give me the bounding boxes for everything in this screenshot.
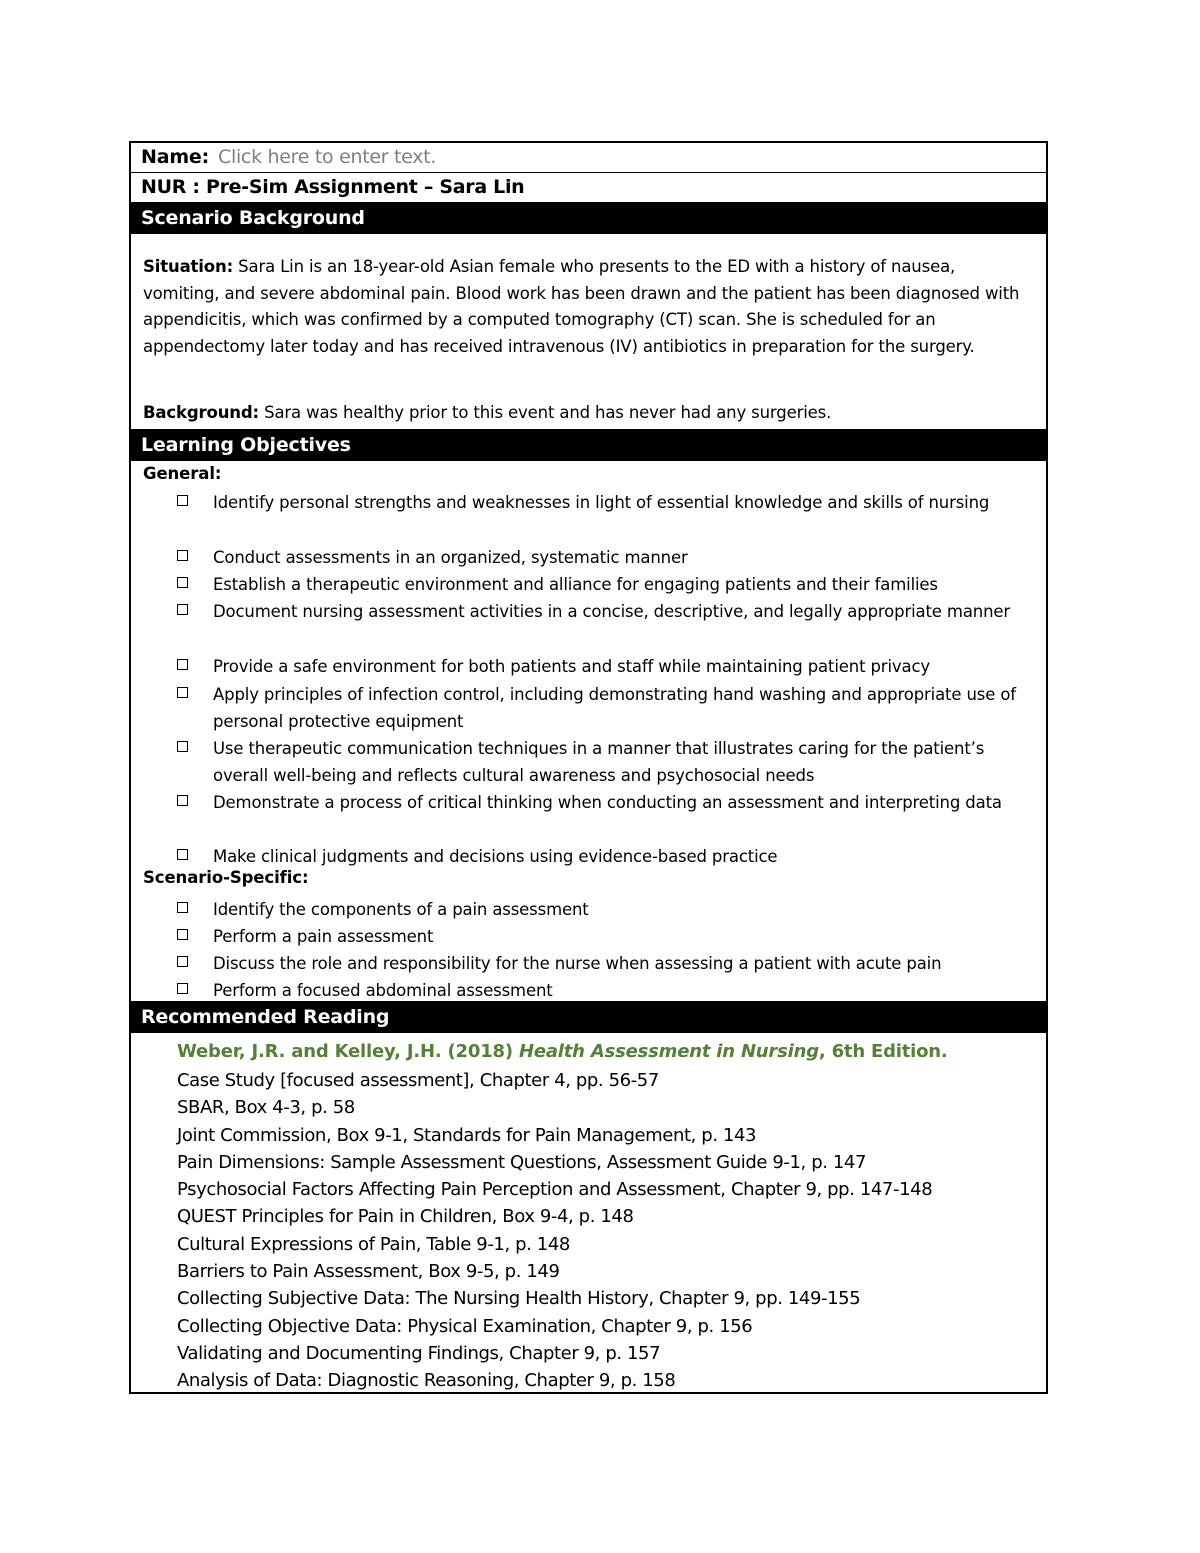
background-paragraph: [143, 400, 1030, 427]
objective-text: Provide a safe environment for both patients and staff while maintaining patient privacy: [213, 657, 930, 676]
general-label: General:: [143, 464, 222, 483]
objective-text: Use therapeutic communication techniques in a manner that illustrates caring for the patient’s overall well-being and reflects cultural awareness and psychosocial needs: [213, 739, 985, 785]
checkbox[interactable]: [177, 795, 188, 806]
objective-text: Identify personal strengths and weaknesses in light of essential knowledge and skills of nursing: [213, 493, 990, 512]
name-input[interactable]: Click here to enter text.: [218, 146, 437, 168]
objective-text: Make clinical judgments and decisions using evidence-based practice: [213, 847, 778, 866]
reading-item: QUEST Principles for Pain in Children, Box 9-4, p. 148: [177, 1206, 634, 1228]
learning-objectives-section: [131, 461, 1046, 1002]
checkbox[interactable]: [177, 687, 188, 698]
checkbox[interactable]: [177, 604, 188, 615]
objective-text: Establish a therapeutic environment and alliance for engaging patients and their families: [213, 575, 938, 594]
textbook-edition: , 6th Edition.: [818, 1041, 948, 1062]
reading-item: Collecting Subjective Data: The Nursing Health History, Chapter 9, pp. 149-155: [177, 1288, 861, 1310]
objective-text: Identify the components of a pain assessment: [213, 900, 589, 919]
section-header-reading: Recommended Reading: [131, 1002, 1046, 1033]
checkbox[interactable]: [177, 849, 188, 860]
reading-item: Cultural Expressions of Pain, Table 9-1, p. 148: [177, 1233, 570, 1255]
situation-paragraph: [143, 254, 1030, 360]
section-header-scenario: Scenario Background: [131, 203, 1046, 234]
situation-text: Sara Lin is an 18-year-old Asian female who presents to the ED with a history of nausea, vomiting, and severe abdominal pain. Blood work has been drawn and the patient has been diagnosed with appendicitis, which was confirmed by a computed tomography (CT) scan. She is scheduled for an appendectomy later today and has received intravenous (IV) antibiotics in preparation for the surgery.: [143, 257, 1020, 356]
checkbox[interactable]: [177, 956, 188, 967]
reading-item: Case Study [focused assessment], Chapter 4, pp. 56-57: [177, 1070, 659, 1091]
checkbox[interactable]: [177, 577, 188, 588]
reading-item: Psychosocial Factors Affecting Pain Perception and Assessment, Chapter 9, pp. 147-148: [177, 1179, 933, 1201]
reading-item: SBAR, Box 4-3, p. 58: [177, 1097, 355, 1119]
textbook-title: Health Assessment in Nursing: [518, 1041, 819, 1062]
checkbox[interactable]: [177, 550, 188, 561]
checkbox[interactable]: [177, 495, 188, 506]
objective-text: Perform a pain assessment: [213, 927, 434, 946]
textbook-authors: Weber, J.R. and Kelley, J.H. (2018): [177, 1041, 513, 1062]
checkbox[interactable]: [177, 983, 188, 994]
reading-list: [177, 1067, 932, 1395]
reading-item: Pain Dimensions: Sample Assessment Questions, Assessment Guide 9-1, p. 147: [177, 1151, 867, 1173]
checkbox[interactable]: [177, 929, 188, 940]
objective-text: Conduct assessments in an organized, systematic manner: [213, 548, 688, 567]
recommended-reading-section: [131, 1033, 1046, 1393]
name-label: Name:: [141, 146, 210, 168]
background-label: Background:: [143, 403, 260, 422]
reading-item: Collecting Objective Data: Physical Examination, Chapter 9, p. 156: [177, 1315, 753, 1337]
reading-item: Validating and Documenting Findings, Chapter 9, p. 157: [177, 1342, 661, 1364]
background-text: Sara was healthy prior to this event and has never had any surgeries.: [264, 403, 832, 422]
reading-item: Joint Commission, Box 9-1, Standards for Pain Management, p. 143: [177, 1124, 757, 1146]
assignment-title: NUR : Pre-Sim Assignment – Sara Lin: [141, 176, 525, 198]
assignment-title-row: [131, 173, 1046, 203]
objective-text: Document nursing assessment activities in a concise, descriptive, and legally appropriate manner: [213, 602, 1011, 621]
objective-text: Discuss the role and responsibility for the nurse when assessing a patient with acute pain: [213, 954, 942, 973]
scenario-specific-label: Scenario-Specific:: [143, 868, 309, 887]
name-row: [131, 143, 1046, 173]
checkbox[interactable]: [177, 659, 188, 670]
textbook-reference: [177, 1041, 948, 1062]
objective-text: Demonstrate a process of critical thinking when conducting an assessment and interpreting data: [213, 793, 1002, 812]
reading-item: Analysis of Data: Diagnostic Reasoning, Chapter 9, p. 158: [177, 1370, 676, 1392]
assignment-form-table: [129, 141, 1048, 1394]
section-header-objectives: Learning Objectives: [131, 430, 1046, 461]
checkbox[interactable]: [177, 741, 188, 752]
scenario-background-section: [131, 234, 1046, 430]
reading-item: Barriers to Pain Assessment, Box 9-5, p. 149: [177, 1261, 560, 1283]
objective-text: Perform a focused abdominal assessment: [213, 981, 553, 1000]
situation-label: Situation:: [143, 257, 234, 276]
checkbox[interactable]: [177, 902, 188, 913]
objective-text: Apply principles of infection control, including demonstrating hand washing and appropriate use of personal protective equipment: [213, 685, 1016, 731]
